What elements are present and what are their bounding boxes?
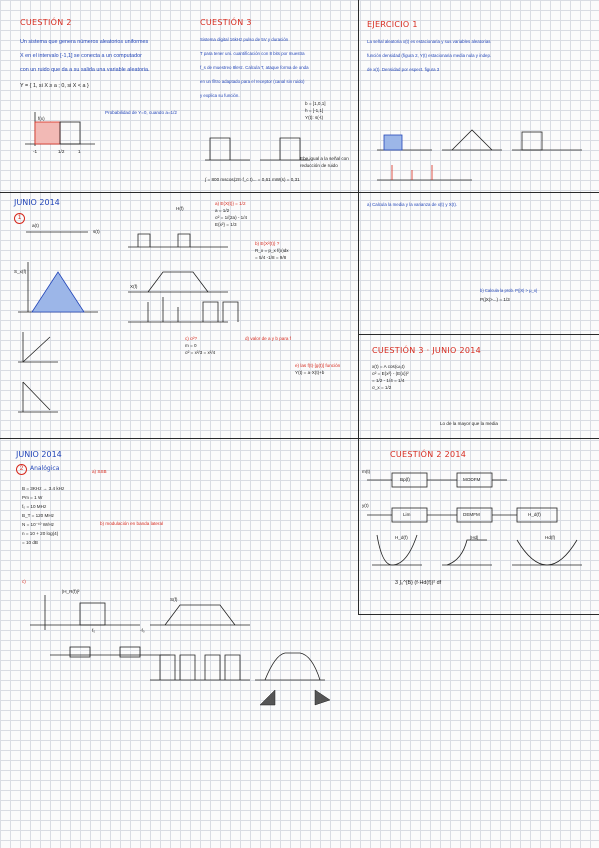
ejercicio-1-figures bbox=[372, 120, 592, 190]
item: b) E{X²(t)} ? bbox=[255, 241, 280, 246]
axis-label: 1 bbox=[78, 149, 81, 154]
divider-right-horizontal-1 bbox=[358, 192, 599, 193]
eq: σ_x = 1/2 bbox=[372, 385, 392, 390]
divider-c2-bottom bbox=[358, 614, 599, 615]
text-line: y explica su función. bbox=[200, 93, 240, 98]
filter-label: |Hd| bbox=[470, 535, 479, 540]
section-title: JUNIO 2014 bbox=[14, 198, 60, 207]
formula: Y = { 1, si X ≥ a ; 0, si X < a } bbox=[20, 83, 89, 89]
eq: σ² = x²/3 = x²/4 bbox=[185, 350, 216, 355]
value: Y(t): s(-t) bbox=[305, 115, 324, 120]
block-label: DEMFM bbox=[463, 512, 480, 517]
junio-a-items-3 bbox=[245, 335, 340, 376]
divider-right-horizontal-2 bbox=[358, 334, 599, 335]
value: b = [1,0,1] bbox=[305, 101, 326, 106]
section-junio-2014-b bbox=[16, 450, 356, 459]
section-title: CUESTIÓN 3 · JUNIO 2014 bbox=[372, 346, 482, 355]
text-line: función densidad (figura 2, Y(t) estacionaria media nula y indep. bbox=[367, 53, 492, 58]
q3-result: ∫ = 800 mscos(2π·f_c t)... = 0,61 mW(s) = 0,31 bbox=[205, 177, 300, 182]
section-cuestion-3-junio bbox=[372, 346, 592, 391]
eq: E{x²} = 1/3 bbox=[215, 222, 237, 227]
junio-a-items-2 bbox=[185, 335, 215, 356]
part-a-text: a) Calcula la media y la varianza de x(t) y X(t). bbox=[367, 202, 458, 207]
text-line: T para tener uni. cuantificación con 8 bits por muestra bbox=[200, 51, 305, 56]
f-label: f(x) bbox=[38, 116, 45, 121]
param: Pm = 1 W bbox=[22, 495, 43, 500]
part-b-result: P(|X|>...) = 1/3 bbox=[480, 297, 510, 302]
q3-side-note: Ebe igual a la señal con reducción de ruido bbox=[300, 156, 349, 168]
divider-vertical-right bbox=[358, 0, 359, 614]
item: b) modulación en banda lateral bbox=[100, 521, 164, 526]
text-line: La señal aleatoria x(t) es estacionaria y sus variables aleatorias bbox=[367, 39, 491, 44]
block-label: Bp(f) bbox=[400, 477, 410, 482]
pulse-figure bbox=[205, 128, 315, 168]
section-title: CUESTIÓN 3 bbox=[200, 18, 252, 27]
signal-label: S_x(f) bbox=[14, 269, 27, 274]
param: = 10 dB bbox=[22, 540, 38, 545]
item: c) bbox=[22, 579, 26, 584]
section-cuestion-3 bbox=[200, 18, 355, 101]
param: B = 3KHz → 3.4 kHz bbox=[22, 486, 65, 491]
section-cuestion-2-2014 bbox=[390, 450, 590, 459]
note: Probabilidad de Y=0, cuando a=1/2 bbox=[105, 110, 177, 115]
section-title: CUESTIÓN 2 bbox=[20, 18, 72, 27]
section-title: EJERCICIO 1 bbox=[367, 20, 418, 29]
item: a) SSB bbox=[92, 469, 107, 474]
divider-middle-horizontal bbox=[0, 438, 599, 439]
junio-b-params bbox=[22, 484, 64, 547]
signal-label: X(f) bbox=[130, 284, 138, 289]
eq: x(t) = A cos(ω₀t) bbox=[372, 364, 405, 369]
eq: a = 1/2 bbox=[215, 208, 230, 213]
param: B_T = 120 MHz bbox=[22, 513, 54, 518]
divider-top-horizontal bbox=[0, 192, 358, 193]
signal-label: s(t) bbox=[93, 229, 100, 234]
figure-label: S(f) bbox=[170, 597, 178, 602]
item: a) E{X(t)} = 1/2 bbox=[215, 201, 246, 206]
axis-label: -1 bbox=[33, 149, 38, 154]
q3-values bbox=[305, 100, 326, 121]
eq: σ² = E{x²} - (E{x})² bbox=[372, 371, 409, 376]
junio-a-items bbox=[215, 200, 289, 261]
c3-note: Lo de la mayor que la media bbox=[440, 421, 498, 426]
axis-label: 1/2 bbox=[58, 149, 65, 154]
text-line: f_s de muestreo 8kHz. Calcula T, ataque forma de onda bbox=[200, 65, 309, 70]
param: N = 10⁻¹⁰ W/Hz bbox=[22, 522, 54, 527]
figure-label: |H_R(f)|² bbox=[62, 589, 80, 594]
junio-b-figures bbox=[30, 585, 350, 725]
part-b-text: b) Calcula la prob. P(|X| > μ_x) bbox=[480, 288, 538, 293]
filter-label: Hd(f) bbox=[545, 535, 556, 540]
item: e) las f(t)·[g(t)] función bbox=[295, 363, 341, 368]
block-label: Lim bbox=[403, 512, 411, 517]
param: n = 10 + 20 log(4) bbox=[22, 531, 59, 536]
figure-label: f₀ bbox=[92, 628, 96, 633]
signal-label: H(f) bbox=[176, 206, 184, 211]
ejercicio-1-part-a bbox=[367, 200, 457, 210]
section-title: JUNIO 2014 bbox=[16, 450, 62, 459]
ejercicio-1-part-b bbox=[480, 286, 537, 303]
text-line: Un sistema que genera números aleatorios uniformes bbox=[20, 39, 149, 45]
eq: = 5/4 -1/8 = 9/8 bbox=[255, 255, 287, 260]
item: c) σ²? bbox=[185, 336, 198, 341]
eq: R_x = p_x f(x)dx bbox=[255, 248, 289, 253]
signal-label: a(t) bbox=[32, 223, 39, 228]
eq: = 1/2 - 1/4 = 1/4 bbox=[372, 378, 405, 383]
text-line: Sistema digital 16kHz pulso de 5V y duración bbox=[200, 37, 289, 42]
value: h = [-1,1] bbox=[305, 108, 324, 113]
block-label: H_d(f) bbox=[528, 512, 541, 517]
eq: m = 0 bbox=[185, 343, 197, 348]
block-label: MODFM bbox=[463, 477, 481, 482]
text-line: de x(t). Densidad por espect. figura 3 bbox=[367, 67, 440, 72]
exercise-number-badge: 1 bbox=[14, 213, 25, 224]
eq: σ² = 1/(2a) - 1/4 bbox=[215, 215, 248, 220]
text-line: en un filtro adaptado para el receptor (canal sin ruido) bbox=[200, 79, 305, 84]
item: d) valor de a y b para f bbox=[245, 336, 291, 341]
section-junio-2014-a bbox=[14, 198, 354, 207]
text-line: X en el intervalo [-1,1] se conecta a un computador bbox=[20, 53, 142, 59]
signal-label: y(t) bbox=[362, 503, 369, 508]
param: f₀ = 10 MHz bbox=[22, 504, 47, 509]
uniform-pdf-figure bbox=[25, 112, 100, 152]
subtitle: Analógica bbox=[30, 465, 60, 472]
c2-result: 3 ∫₀^{B} (f·Hd(f))² df bbox=[395, 580, 442, 586]
signal-label: m(t) bbox=[362, 469, 371, 474]
figure-label: -f₀ bbox=[140, 628, 145, 633]
section-title: CUESTIÓN 2 2014 bbox=[390, 450, 467, 459]
eq: Y(t) = a·X(t)+b bbox=[295, 370, 325, 375]
section-ejercicio-1 bbox=[367, 20, 595, 75]
filter-label: H_d(f) bbox=[395, 535, 408, 540]
text-line: con un ruido que da a su salida una variable aleatoria. bbox=[20, 67, 150, 73]
exercise-number-badge: 2 bbox=[16, 464, 27, 475]
